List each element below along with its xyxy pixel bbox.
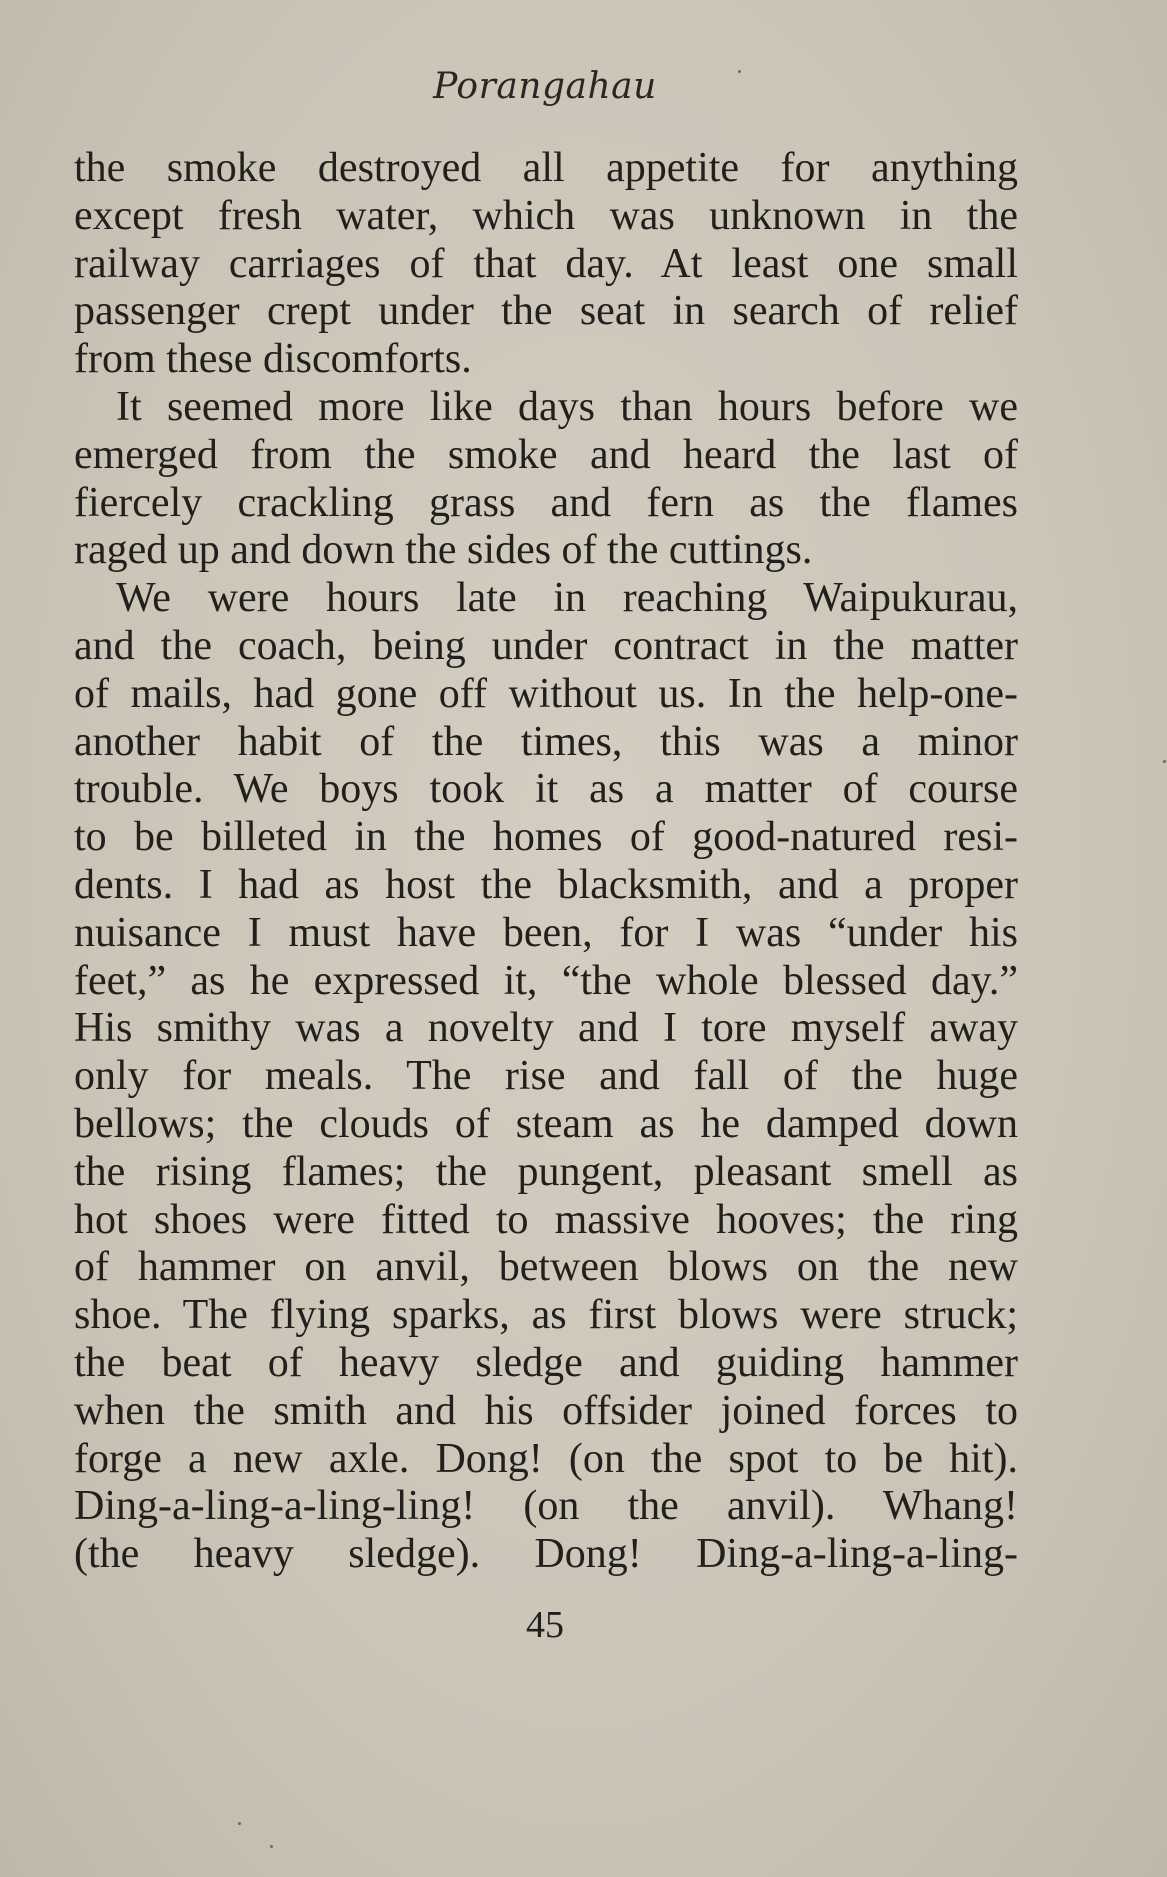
paper-speck (1163, 760, 1166, 763)
text-line: to be billeted in the homes of good-natured resi- (74, 814, 1018, 861)
text-line: (the heavy sledge). Dong! Ding-a-ling-a-ling- (74, 1531, 1018, 1578)
text-line: and the coach, being under contract in the matter (74, 622, 1018, 669)
text-line: except fresh water, which was unknown in the (74, 192, 1018, 239)
body-text (74, 145, 1018, 1579)
text-line: of mails, had gone off without us. In the help-one- (74, 670, 1018, 717)
text-line: dents. I had as host the blacksmith, and a proper (74, 861, 1018, 908)
text-line: passenger crept under the seat in search of relief (74, 288, 1018, 335)
text-line: of hammer on anvil, between blows on the new (74, 1244, 1018, 1291)
text-line: hot shoes were fitted to massive hooves; the ring (74, 1196, 1018, 1243)
text-line: shoe. The flying sparks, as first blows were struck; (74, 1292, 1018, 1339)
text-line: forge a new axle. Dong! (on the spot to be hit). (74, 1435, 1018, 1482)
paper-speck (738, 70, 741, 73)
text-line: His smithy was a novelty and I tore myself away (74, 1005, 1018, 1052)
page-number: 45 (526, 1604, 564, 1646)
text-line: bellows; the clouds of steam as he damped down (74, 1100, 1018, 1147)
text-line: It seemed more like days than hours before we (116, 383, 1018, 430)
text-line: only for meals. The rise and fall of the huge (74, 1053, 1018, 1100)
text-line: Ding-a-ling-a-ling-ling! (on the anvil). Whang! (74, 1483, 1018, 1530)
text-line: the rising flames; the pungent, pleasant smell as (74, 1148, 1018, 1195)
paper-speck (270, 1845, 273, 1848)
text-line: trouble. We boys took it as a matter of course (74, 766, 1018, 813)
text-line: raged up and down the sides of the cuttings. (74, 527, 813, 574)
text-line: when the smith and his offsider joined forces to (74, 1387, 1018, 1434)
paper-speck (238, 1822, 241, 1825)
text-line: We were hours late in reaching Waipukurau, (116, 575, 1018, 622)
running-head: Porangahau (433, 66, 657, 107)
text-line: another habit of the times, this was a minor (74, 718, 1018, 765)
text-line: from these discomforts. (74, 336, 472, 383)
text-line: the beat of heavy sledge and guiding hammer (74, 1339, 1018, 1386)
text-line: emerged from the smoke and heard the last of (74, 431, 1018, 478)
text-line: fiercely crackling grass and fern as the flames (74, 479, 1018, 526)
text-line: the smoke destroyed all appetite for anything (74, 145, 1018, 191)
text-line: feet,” as he expressed it, “the whole blessed day.” (74, 957, 1018, 1004)
text-line: nuisance I must have been, for I was “under his (74, 909, 1018, 956)
text-line: railway carriages of that day. At least one small (74, 240, 1018, 287)
